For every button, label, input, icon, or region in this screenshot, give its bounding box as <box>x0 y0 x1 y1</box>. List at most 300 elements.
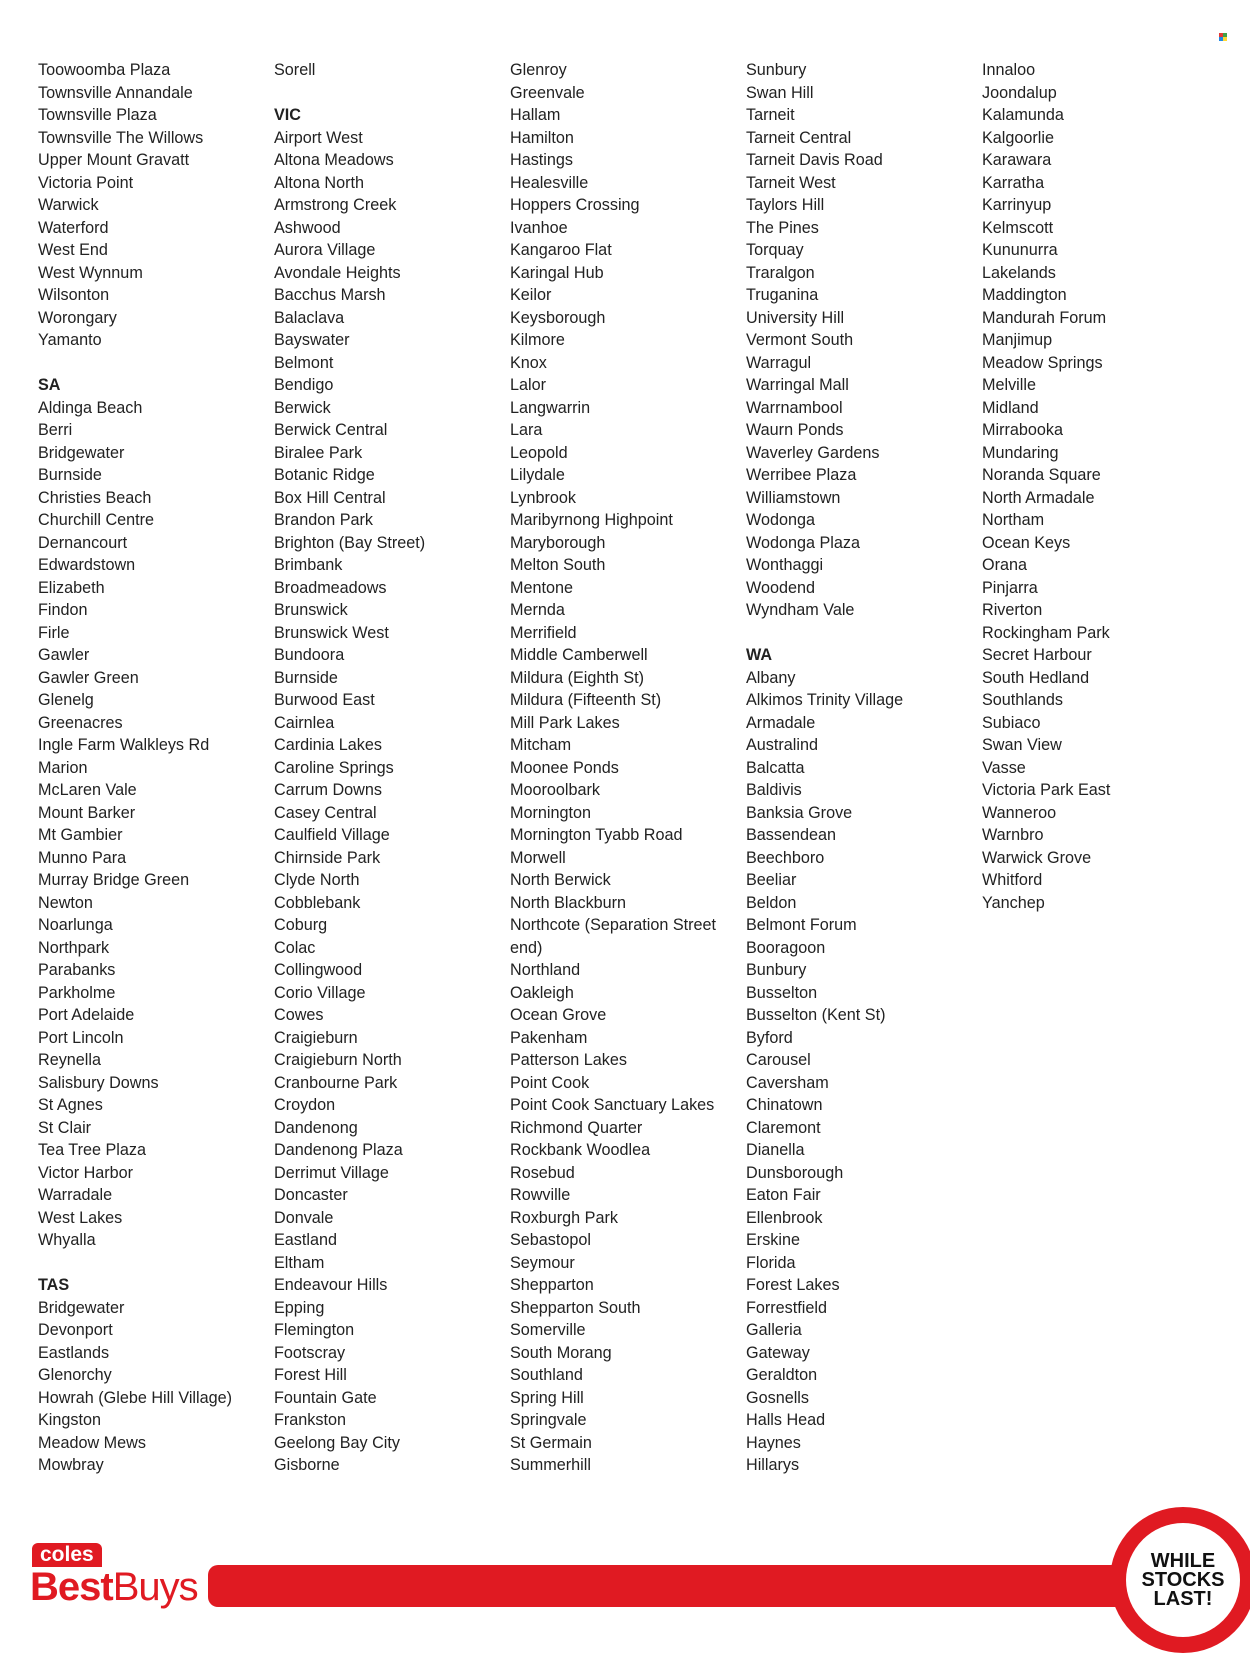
store-name: Secret Harbour <box>982 646 1092 664</box>
store-name: Shepparton <box>510 1276 594 1294</box>
section-gap <box>746 622 982 645</box>
store-name: Brunswick West <box>274 623 389 642</box>
store-name: Donvale <box>274 1208 334 1227</box>
store-name: Caulfield Village <box>274 826 390 844</box>
store-name: Kingston <box>38 1411 101 1429</box>
store-name: Meadow Springs <box>982 353 1103 372</box>
store-name: Forest Hill <box>274 1366 347 1384</box>
store-column-5 <box>982 59 1218 914</box>
store-name: Beechboro <box>746 848 825 867</box>
store-name: Alkimos Trinity Village <box>746 691 904 709</box>
store-name: Wodonga <box>746 511 816 529</box>
store-name: Truganina <box>746 286 819 304</box>
store-name: Florida <box>746 1253 796 1272</box>
store-name: Roxburgh Park <box>510 1208 618 1227</box>
store-name: Bassendean <box>746 826 837 844</box>
store-name: Yanchep <box>982 893 1045 912</box>
store-name: Newton <box>38 893 93 912</box>
store-name: Dunsborough <box>746 1163 844 1182</box>
store-name: Croydon <box>274 1096 336 1114</box>
store-name: Spring Hill <box>510 1388 584 1407</box>
store-name: Berri <box>38 421 73 439</box>
store-name: Eaton Fair <box>746 1186 821 1204</box>
store-name: Mornington Tyabb Road <box>510 826 683 844</box>
store-name: Glenroy <box>510 61 567 79</box>
store-name: Craigieburn North <box>274 1051 402 1069</box>
store-name: Brunswick <box>274 601 348 619</box>
store-name: Colac <box>274 938 316 957</box>
store-name: Kelmscott <box>982 218 1054 237</box>
store-name: Mt Gambier <box>38 826 123 844</box>
store-name: Northpark <box>38 938 110 957</box>
store-name: Toowoomba Plaza <box>38 61 171 79</box>
store-column-3 <box>510 59 746 1477</box>
store-name: Kununurra <box>982 241 1058 259</box>
store-name: Warragul <box>746 353 812 372</box>
store-name: Airport West <box>274 128 363 147</box>
store-name: Edwardstown <box>38 556 136 574</box>
store-name: Merrifield <box>510 623 577 642</box>
store-name: Altona Meadows <box>274 151 394 169</box>
store-name: Munno Para <box>38 848 127 867</box>
store-name: Cardinia Lakes <box>274 736 382 754</box>
store-name: Claremont <box>746 1118 821 1137</box>
store-name: Gosnells <box>746 1388 809 1407</box>
store-name: University Hill <box>746 308 845 327</box>
store-name: Ivanhoe <box>510 218 568 237</box>
store-name: Clyde North <box>274 871 360 889</box>
state-heading: TAS <box>38 1276 70 1294</box>
store-name: Subiaco <box>982 713 1041 732</box>
store-name: Cowes <box>274 1006 324 1024</box>
store-name: Findon <box>38 601 88 619</box>
store-name: McLaren Vale <box>38 781 137 799</box>
store-name: Lalor <box>510 376 546 394</box>
store-name: Bendigo <box>274 376 334 394</box>
store-name: Rockbank Woodlea <box>510 1141 651 1159</box>
store-name: Lilydale <box>510 466 565 484</box>
store-name: Flemington <box>274 1321 355 1339</box>
store-name: Frankston <box>274 1411 346 1429</box>
store-name: Hamilton <box>510 128 574 147</box>
store-name: Port Lincoln <box>38 1028 124 1047</box>
store-name: Warringal Mall <box>746 376 849 394</box>
logo-buys-text: Buys <box>112 1565 198 1609</box>
store-name: Taylors Hill <box>746 196 825 214</box>
store-name: Midland <box>982 398 1039 417</box>
store-name: Joondalup <box>982 83 1057 102</box>
store-name: Karratha <box>982 173 1045 192</box>
store-name: Reynella <box>38 1051 101 1069</box>
store-name: Box Hill Central <box>274 488 386 507</box>
store-name: Derrimut Village <box>274 1163 389 1182</box>
store-name: St Agnes <box>38 1096 103 1114</box>
store-name: Kilmore <box>510 331 565 349</box>
store-name: Galleria <box>746 1321 802 1339</box>
store-name: Mooroolbark <box>510 781 600 799</box>
store-name: Mernda <box>510 601 565 619</box>
store-name: Mandurah Forum <box>982 308 1107 327</box>
store-name: Waurn Ponds <box>746 421 844 439</box>
section-gap <box>38 1252 274 1275</box>
store-name: Wonthaggi <box>746 556 824 574</box>
store-name: Beldon <box>746 893 797 912</box>
store-name: Dianella <box>746 1141 805 1159</box>
store-name: Bacchus Marsh <box>274 286 386 304</box>
store-name: Ocean Keys <box>982 533 1071 552</box>
store-name: Pakenham <box>510 1028 588 1047</box>
store-name: Tarneit Davis Road <box>746 151 883 169</box>
store-name: Collingwood <box>274 961 363 979</box>
store-name: Upper Mount Gravatt <box>38 151 190 169</box>
store-name: Devonport <box>38 1321 113 1339</box>
store-name: Tarneit <box>746 106 795 124</box>
store-name: Berwick Central <box>274 421 388 439</box>
store-name: Brighton (Bay Street) <box>274 533 426 552</box>
store-name: Somerville <box>510 1321 586 1339</box>
state-heading: WA <box>746 646 773 664</box>
store-name: Australind <box>746 736 818 754</box>
store-name: Sebastopol <box>510 1231 592 1249</box>
store-name: Kalamunda <box>982 106 1064 124</box>
badge-line-2: STOCKS <box>1141 1568 1225 1591</box>
store-name: Beeliar <box>746 871 797 889</box>
store-name: Berwick <box>274 398 331 417</box>
store-name: Southland <box>510 1366 583 1384</box>
store-name: Mildura (Eighth St) <box>510 668 645 687</box>
store-name: Cobblebank <box>274 893 361 912</box>
store-name: Lara <box>510 421 543 439</box>
store-name: Point Cook <box>510 1073 590 1092</box>
store-name: Belmont <box>274 353 334 372</box>
store-name: Hallam <box>510 106 561 124</box>
store-name: Shepparton South <box>510 1298 641 1317</box>
store-name: Traralgon <box>746 263 815 282</box>
store-name: Melville <box>982 376 1036 394</box>
store-name: Marion <box>38 758 88 777</box>
store-name: Manjimup <box>982 331 1053 349</box>
store-name: Dandenong <box>274 1118 358 1137</box>
store-name: Albany <box>746 668 796 687</box>
store-name: Altona North <box>274 173 364 192</box>
store-name: Parabanks <box>38 961 116 979</box>
store-name: Geelong Bay City <box>274 1433 400 1452</box>
store-name: Cairnlea <box>274 713 335 732</box>
store-name: Warwick Grove <box>982 848 1092 867</box>
store-name: Christies Beach <box>38 488 152 507</box>
store-name: Karrinyup <box>982 196 1052 214</box>
store-name: Vermont South <box>746 331 854 349</box>
store-name: Northland <box>510 961 581 979</box>
store-name: Mitcham <box>510 736 572 754</box>
store-name: Armadale <box>746 713 816 732</box>
store-name: Greenacres <box>38 713 123 732</box>
store-name: South Hedland <box>982 668 1090 687</box>
store-name: Carousel <box>746 1051 811 1069</box>
store-name: Victor Harbor <box>38 1163 134 1182</box>
store-name: Wodonga Plaza <box>746 533 860 552</box>
store-name: Endeavour Hills <box>274 1276 388 1294</box>
store-name: Ocean Grove <box>510 1006 607 1024</box>
store-name: Balaclava <box>274 308 345 327</box>
store-name: Eastlands <box>38 1343 110 1362</box>
store-name: Baldivis <box>746 781 802 799</box>
store-name: Bunbury <box>746 961 807 979</box>
state-heading: SA <box>38 376 61 394</box>
store-name: Tea Tree Plaza <box>38 1141 146 1159</box>
store-name: Hoppers Crossing <box>510 196 640 214</box>
store-name: Cranbourne Park <box>274 1073 398 1092</box>
store-name: Bayswater <box>274 331 350 349</box>
store-name: North Armadale <box>982 488 1095 507</box>
store-name: Booragoon <box>746 938 826 957</box>
store-name: Kangaroo Flat <box>510 241 612 259</box>
store-name: Warrnambool <box>746 398 843 417</box>
store-name: Biralee Park <box>274 443 363 462</box>
store-name: Busselton (Kent St) <box>746 1006 886 1024</box>
store-name: Aldinga Beach <box>38 398 143 417</box>
store-name: West End <box>38 241 108 259</box>
store-name: Rockingham Park <box>982 623 1110 642</box>
section-gap <box>38 352 274 375</box>
store-name: Northam <box>982 511 1045 529</box>
store-name: Gawler Green <box>38 668 139 687</box>
store-name: Chinatown <box>746 1096 823 1114</box>
store-name: Riverton <box>982 601 1043 619</box>
store-name: Leopold <box>510 443 568 462</box>
store-name: Brimbank <box>274 556 343 574</box>
store-name: Burwood East <box>274 691 375 709</box>
store-name: Torquay <box>746 241 804 259</box>
store-name: Victoria Park East <box>982 781 1111 799</box>
store-name: South Morang <box>510 1343 612 1362</box>
store-name: Townsville The Willows <box>38 128 204 147</box>
corner-marker <box>1219 33 1227 41</box>
store-name: Maribyrnong Highpoint <box>510 511 673 529</box>
store-column-2 <box>274 59 510 1477</box>
badge-line-3: LAST! <box>1153 1587 1213 1610</box>
store-name: Ashwood <box>274 218 341 237</box>
store-name: Noarlunga <box>38 916 113 934</box>
logo-best-text: Best <box>30 1565 113 1609</box>
store-name: Keilor <box>510 286 552 304</box>
store-name: West Wynnum <box>38 263 143 282</box>
store-name: Forrestfield <box>746 1298 827 1317</box>
store-name: Mirrabooka <box>982 421 1063 439</box>
badge-text <box>1126 1523 1240 1637</box>
store-name: The Pines <box>746 218 819 237</box>
store-list <box>38 59 1208 1479</box>
store-name: Yamanto <box>38 331 102 349</box>
store-name: Healesville <box>510 173 589 192</box>
store-name: Erskine <box>746 1231 800 1249</box>
store-name: Wilsonton <box>38 286 110 304</box>
store-column-4 <box>746 59 982 1477</box>
store-name: St Germain <box>510 1433 592 1452</box>
store-name: Broadmeadows <box>274 578 387 597</box>
store-name: Churchill Centre <box>38 511 155 529</box>
store-name: Wanneroo <box>982 803 1057 822</box>
store-name: Haynes <box>746 1433 801 1452</box>
footer-red-bar <box>208 1565 1148 1607</box>
store-name: Caversham <box>746 1073 829 1092</box>
store-name: Forest Lakes <box>746 1276 840 1294</box>
store-name: Dernancourt <box>38 533 128 552</box>
store-name: Townsville Annandale <box>38 83 193 102</box>
store-name: Swan View <box>982 736 1062 754</box>
store-name: Firle <box>38 623 70 642</box>
store-name: Howrah (Glebe Hill Village) <box>38 1388 233 1407</box>
store-name: Victoria Point <box>38 173 134 192</box>
store-name: North Blackburn <box>510 893 627 912</box>
store-name: Port Adelaide <box>38 1006 135 1024</box>
store-name: Vasse <box>982 758 1026 777</box>
store-name: Warradale <box>38 1186 113 1204</box>
store-name: Ellenbrook <box>746 1208 823 1227</box>
store-name: Orana <box>982 556 1027 574</box>
store-name: Byford <box>746 1028 793 1047</box>
store-name: Woodend <box>746 578 816 597</box>
store-name: Greenvale <box>510 83 585 102</box>
store-name: Banksia Grove <box>746 803 853 822</box>
store-name: Gisborne <box>274 1456 340 1474</box>
store-name: Waterford <box>38 218 109 237</box>
store-name: Williamstown <box>746 488 841 507</box>
store-name: Eastland <box>274 1231 337 1249</box>
store-name: Caroline Springs <box>274 758 394 777</box>
store-name: Mill Park Lakes <box>510 713 620 732</box>
store-name: Doncaster <box>274 1186 348 1204</box>
store-name: Carrum Downs <box>274 781 382 799</box>
store-name: Innaloo <box>982 61 1036 79</box>
store-name: Salisbury Downs <box>38 1073 159 1092</box>
store-name: Morwell <box>510 848 566 867</box>
store-name: Murray Bridge Green <box>38 871 190 889</box>
store-name: Belmont Forum <box>746 916 857 934</box>
store-name: Armstrong Creek <box>274 196 397 214</box>
store-name: Halls Head <box>746 1411 826 1429</box>
store-name: Maddington <box>982 286 1067 304</box>
store-name: North Berwick <box>510 871 611 889</box>
store-name: Lynbrook <box>510 488 576 507</box>
store-name: Whyalla <box>38 1231 96 1249</box>
store-name: Glenelg <box>38 691 94 709</box>
store-name: Coburg <box>274 916 328 934</box>
store-name: Seymour <box>510 1253 575 1272</box>
store-name: Kalgoorlie <box>982 128 1054 147</box>
store-name: Elizabeth <box>38 578 105 597</box>
store-name: Balcatta <box>746 758 805 777</box>
store-name: Langwarrin <box>510 398 591 417</box>
store-name: Wyndham Vale <box>746 601 855 619</box>
store-name: Whitford <box>982 871 1043 889</box>
store-name: Middle Camberwell <box>510 646 648 664</box>
store-name: Patterson Lakes <box>510 1051 627 1069</box>
store-name: Craigieburn <box>274 1028 358 1047</box>
store-name: Sunbury <box>746 61 807 79</box>
store-name: Ingle Farm Walkleys Rd <box>38 736 210 754</box>
store-name: Aurora Village <box>274 241 376 259</box>
store-name: Warnbro <box>982 826 1044 844</box>
store-name: Tarneit Central <box>746 128 852 147</box>
store-name: Chirnside Park <box>274 848 381 867</box>
store-name: Knox <box>510 353 547 372</box>
store-name: Werribee Plaza <box>746 466 857 484</box>
store-name: Parkholme <box>38 983 116 1002</box>
store-name: Karawara <box>982 151 1052 169</box>
store-name: Mornington <box>510 803 591 822</box>
store-name: Avondale Heights <box>274 263 401 282</box>
store-name: Keysborough <box>510 308 606 327</box>
store-name: Karingal Hub <box>510 263 604 282</box>
store-name: Dandenong Plaza <box>274 1141 403 1159</box>
store-name: Mowbray <box>38 1456 104 1474</box>
store-name: Bridgewater <box>38 443 125 462</box>
store-name: Busselton <box>746 983 818 1002</box>
store-name: Waverley Gardens <box>746 443 880 462</box>
store-name: Summerhill <box>510 1456 591 1474</box>
store-name: Warwick <box>38 196 99 214</box>
store-name: Mount Barker <box>38 803 136 822</box>
store-name: Oakleigh <box>510 983 574 1002</box>
best-buys-logo <box>30 1564 198 1610</box>
store-name: Casey Central <box>274 803 377 822</box>
store-name: Southlands <box>982 691 1064 709</box>
store-name: Epping <box>274 1298 325 1317</box>
store-name: Hillarys <box>746 1456 800 1474</box>
store-name: Rowville <box>510 1186 571 1204</box>
store-name: Maryborough <box>510 533 606 552</box>
store-name: Richmond Quarter <box>510 1118 643 1137</box>
store-name: Eltham <box>274 1253 325 1272</box>
store-name: Moonee Ponds <box>510 758 619 777</box>
store-name: Sorell <box>274 61 316 79</box>
store-name: Mundaring <box>982 443 1059 462</box>
store-name: Melton South <box>510 556 606 574</box>
badge-line-1: WHILE <box>1150 1549 1216 1572</box>
store-name: Gawler <box>38 646 90 664</box>
store-name: Meadow Mews <box>38 1433 146 1452</box>
store-name: Mildura (Fifteenth St) <box>510 691 662 709</box>
store-name: Burnside <box>274 668 338 687</box>
section-gap <box>274 82 510 105</box>
store-name: Glenorchy <box>38 1366 112 1384</box>
store-name: Bridgewater <box>38 1298 125 1317</box>
store-name: Botanic Ridge <box>274 466 375 484</box>
store-name: Mentone <box>510 578 573 597</box>
store-name: Burnside <box>38 466 102 484</box>
store-name: Swan Hill <box>746 83 814 102</box>
store-name: Fountain Gate <box>274 1388 377 1407</box>
store-name: Corio Village <box>274 983 366 1002</box>
coles-logo: coles <box>32 1543 102 1567</box>
store-name: West Lakes <box>38 1208 123 1227</box>
store-name: Northcote (Separation Street end) <box>510 916 717 957</box>
store-column-1 <box>38 59 274 1477</box>
store-name: Townsville Plaza <box>38 106 157 124</box>
store-name: Rosebud <box>510 1163 575 1182</box>
store-name: Tarneit West <box>746 173 836 192</box>
store-name: Hastings <box>510 151 573 169</box>
store-name: Bundoora <box>274 646 345 664</box>
store-name: Brandon Park <box>274 511 373 529</box>
store-name: Worongary <box>38 308 117 327</box>
store-name: Lakelands <box>982 263 1056 282</box>
state-heading: VIC <box>274 106 301 124</box>
store-name: St Clair <box>38 1118 92 1137</box>
store-name: Footscray <box>274 1343 346 1362</box>
store-name: Geraldton <box>746 1366 818 1384</box>
